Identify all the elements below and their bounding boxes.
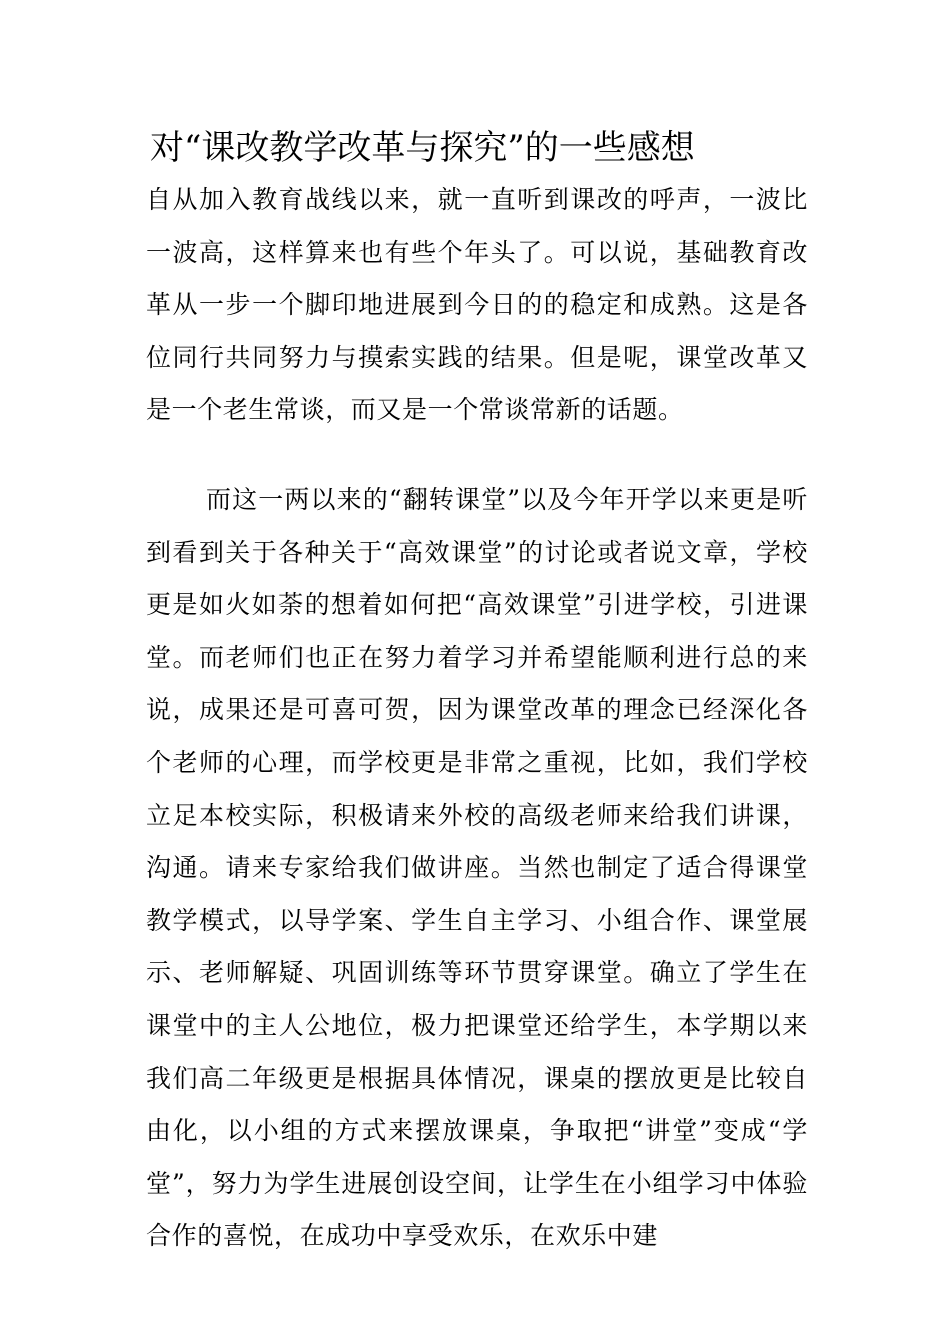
document-title: 对“课改教学改革与探究”的一些感想 bbox=[150, 128, 695, 168]
paragraph-intro: 自从加入教育战线以来，就一直听到课改的呼声，一波比一波高，这样算来也有些个年头了。可以说，基础教育改革从一步一个脚印地进展到今日的的稳定和成熟。这是各位同行共同努力与摸索实践的结果。但是呢，课堂改革又是一个老生常谈，而又是一个常谈常新的话题。 bbox=[146, 185, 808, 425]
paragraph-body: 而这一两以来的“翻转课堂”以及今年开学以来更是听到看到关于各种关于“高效课堂”的讨论或者说文章，学校更是如火如荼的想着如何把“高效课堂”引进学校，引进课堂。而老师们也正在努力着学习并希望能顺利进行总的来说，成果还是可喜可贺，因为课堂改革的理念已经深化各个老师的心理，而学校更是非常之重视，比如，我们学校立足本校实际，积极请来外校的高级老师来给我们讲课，沟通。请来专家给我们做讲座。当然也制定了适合得课堂教学模式，以导学案、学生自主学习、小组合作、课堂展示、老师解疑、巩固训练等环节贯穿课堂。确立了学生在课堂中的主人公地位，极力把课堂还给学生，本学期以来我们高二年级更是根据具体情况，课桌的摆放更是比较自由化，以小组的方式来摆放课桌，争取把“讲堂”变成“学堂”，努力为学生进展创设空间，让学生在小组学习中体验合作的喜悦，在成功中享受欢乐，在欢乐中建 bbox=[146, 485, 808, 1251]
